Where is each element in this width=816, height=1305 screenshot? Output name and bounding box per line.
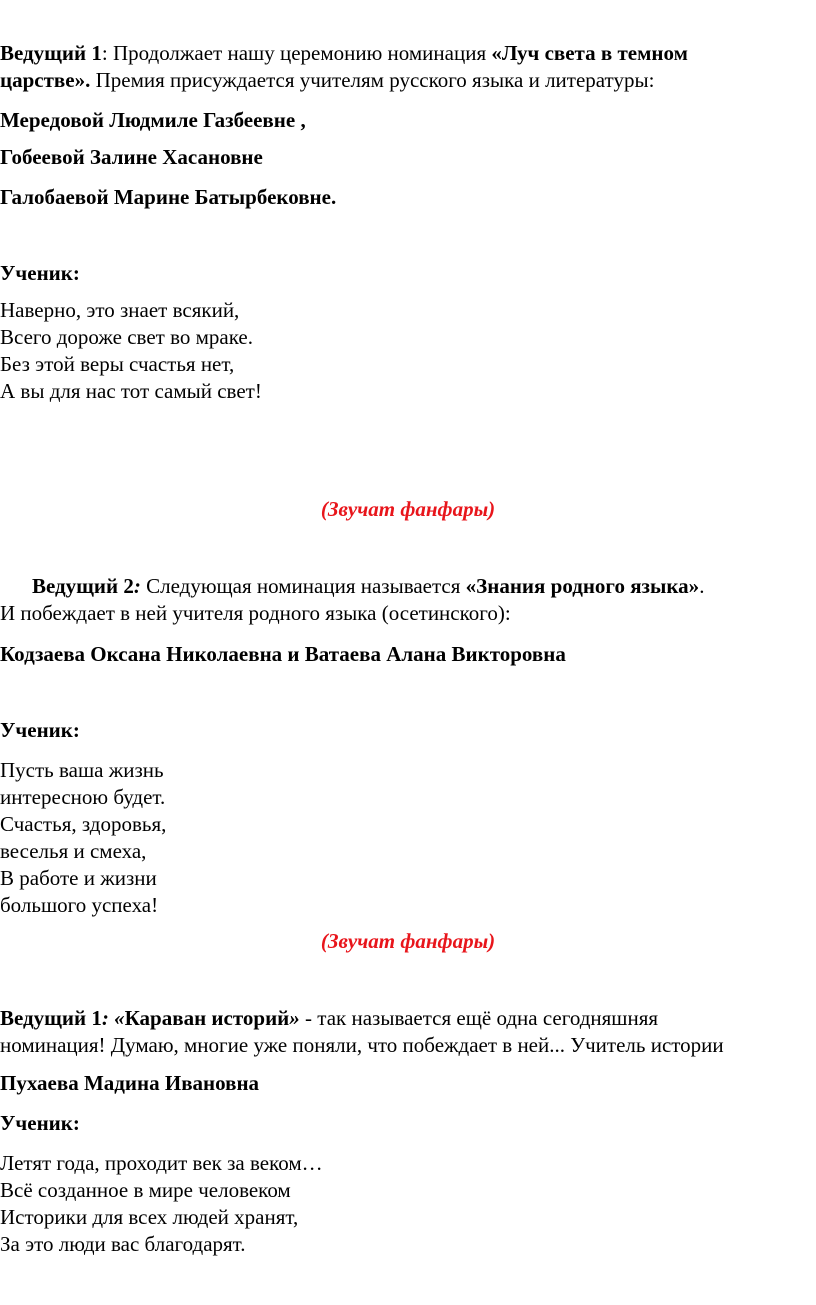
stage-direction-fanfare: (Звучат фанфары) <box>320 929 496 953</box>
speaker-colon: : <box>133 574 141 598</box>
poem-line: Летят года, проходит век за веком… <box>0 1151 323 1175</box>
poem-line: А вы для нас тот самый свет! <box>0 379 262 403</box>
poem-line: Счастья, здоровья, <box>0 812 167 836</box>
host1-paragraph-line1 <box>0 40 688 66</box>
speaker-name: Ведущий 1 <box>0 1006 102 1030</box>
poem-line: интересною будет. <box>0 785 166 809</box>
winner-name: Гобеевой Залине Хасановне <box>0 145 263 169</box>
winner-name: Мередовой Людмиле Газбеевне , <box>0 108 306 132</box>
poem-line: Без этой веры счастья нет, <box>0 352 235 376</box>
paragraph-text: И побеждает в ней учителя родного языка (осетинского): <box>0 601 511 625</box>
poem-line: Пусть ваша жизнь <box>0 758 164 782</box>
nomination-title: Караван историй <box>124 1006 290 1030</box>
nomination-title: «Знания родного языка» <box>465 574 700 598</box>
host1-paragraph-line1 <box>0 1005 658 1031</box>
host2-paragraph-line1 <box>32 573 704 599</box>
nomination-title-cont: царстве». <box>0 68 91 92</box>
paragraph-text: номинация! Думаю, многие уже поняли, что побеждает в ней... Учитель истории <box>0 1033 724 1057</box>
poem-line: Историки для всех людей хранят, <box>0 1205 299 1229</box>
paragraph-text: Премия присуждается учителям русского языка и литературы: <box>90 68 655 92</box>
speaker-name: Ведущий 1 <box>0 41 102 65</box>
poem-line: За это люди вас благодарят. <box>0 1232 246 1256</box>
paragraph-text: - так называется ещё одна сегодняшняя <box>299 1006 659 1030</box>
student-label: Ученик: <box>0 261 80 285</box>
paragraph-text: Следующая номинация называется <box>140 574 466 598</box>
poem-line: В работе и жизни <box>0 866 157 890</box>
stage-direction-fanfare: (Звучат фанфары) <box>320 497 496 521</box>
student-label: Ученик: <box>0 718 80 742</box>
speaker-colon-quote: : « <box>101 1006 125 1030</box>
winner-names: Кодзаева Оксана Николаевна и Ватаева Алана Викторовна <box>0 642 566 666</box>
poem-line: Всё созданное в мире человеком <box>0 1178 291 1202</box>
speaker-name: Ведущий 2 <box>32 574 134 598</box>
close-quote: » <box>289 1006 300 1030</box>
poem-line: большого успеха! <box>0 893 159 917</box>
host1-paragraph-line2 <box>0 67 654 93</box>
winner-name: Пухаева Мадина Ивановна <box>0 1071 260 1095</box>
paragraph-period: . <box>699 574 705 598</box>
speaker-colon: : <box>101 41 108 65</box>
nomination-title: «Луч света в темном <box>491 41 688 65</box>
paragraph-text: Продолжает нашу церемонию номинация <box>107 41 492 65</box>
poem-line: Всего дороже свет во мраке. <box>0 325 253 349</box>
poem-line: веселья и смеха, <box>0 839 147 863</box>
winner-name: Галобаевой Марине Батырбековне. <box>0 185 337 209</box>
poem-line: Наверно, это знает всякий, <box>0 298 240 322</box>
student-label: Ученик: <box>0 1111 80 1135</box>
